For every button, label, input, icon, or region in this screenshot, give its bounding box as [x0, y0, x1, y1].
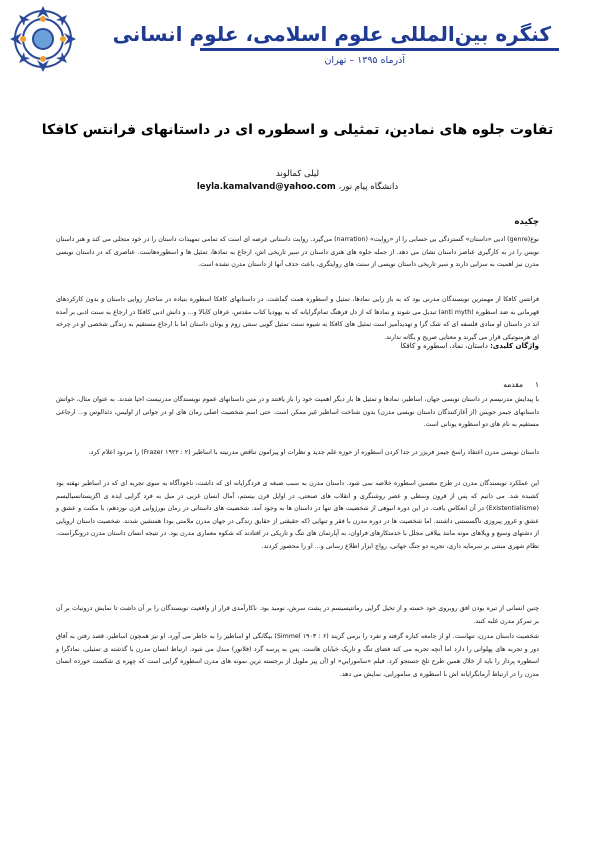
- conference-title: کنگره بین‌المللی علوم اسلامی، علوم انسانی: [112, 22, 551, 46]
- paper-title: تفاوت جلوه های نمادین، تمثیلی و اسطوره ای در داستانهای فرانتس کافکا: [41, 122, 554, 138]
- abstract-paragraph: نوع(genre) ادبی «داستان» گستردگی بی حسابی را از «روایت» (narration) می‌گیرد. روایت داستانی عرصه ای است که تمامی تمهیدات داستان را در خود متجلی می کند و هنر داستان نویس را در به کارگیری عناصر داستان نشان می دهد. از جمله جلوه های هنری داستان در سیر تاریخی اش، ارجاع به نمادها، تمثیل ها و اسطوره‌هاست. عناصری که در داستان نویسی مدرن نیز اهمیت به سزایی دارند و سیر تاریخی داستان نویسی از سنت های روایتگری، باعث حذف آنها از داستان مدرن نشده است.: [56, 236, 540, 269]
- intro-paragraph: شخصیت داستان مدرن، تنهاست. او از جامعه کناره گرفته و تفرد را برمی گزیند (Simmel ۱۹۰۳ : ۶) بیگانگی او اساطیر را به خاطر می آورد. او نیز همچون اساطیر، قصد رفتن به آفاق دور و تجربه های پهلوانی را دارد اما آنچه تجربه می کند فضای تنگ و تاریک خیابان هاست. پس به پرسه گرد (فلانور) مبدل می شود. ارتباط انسان مدرن با گذشته ی تمثیلی، نمادگرا و اسطوره پرداز را باید از خلال همین طرح تلخ جستجو کرد. فیلم «ساموراییِ» او (آن پیر ملویل از برجسته ترین نمونه های مدرن اسطوره گرایی است که چهره ی شکست خورده انسان مدرن را در ارتباط آرمانگرایانه اش با اسطوره ی سامورایی، نمایش می دهد.: [56, 633, 539, 678]
- intro-paragraph: این عملکرد نویسندگان مدرن در طرح مضمین اسطوره خلاصه نمی شود. داستان مدرن به سبب صبغه ی فردگرایانه ای که داشت، ناخودآگاه به سوی تجربه ای که در اساطیر نهفته بود کشیده شد. می دانیم که پس از قرون وسطی و عصر روشنگری و انقلاب های صنعتی، در اوایل قرن بیستم، آمال انسان غربی در میل به فرد گرایی ایده ی اگزیستانسیالیسم (Existentialisme) در آن انعکاس یافت. در این دوره انبوهی از شخصیت های تنها در داستان ها به وجود آمد. شخصیت های داستانی در رمان بورژوایی قرن نوزدهم، با مکنت و عشق و عشق و غرور پیروزی ناگسستنی داشتند. اما شخصیت ها در دوره مدرن با فقر و تنهایی (که حقیقتی از حقایق زندگی در جهان مدرن ملامتی بود) همنشین شدند. شخصیت داستان اروپایی از دشتهای وسیع و ویلاهای مونه مانند ییلاقی مجلل با خدمتکارهای فراوان، به آپارتمان های تنگ و تاریکی در افتادند که شکوه معماری مدرن بود. در نتیجه انسان داستان مدرن درونگراست. نظام شهری مبتنی بر سرمایه داری، تجربه دو جنگ جهانی، رواج ابزار اطلاع رسانی و... او را محصور کردند.: [56, 480, 539, 550]
- conference-logo: [8, 4, 78, 74]
- keywords-value: داستان، نماد، اسطوره و کافکا: [400, 342, 488, 350]
- author-affiliation: [0, 182, 595, 192]
- conference-header: [0, 0, 595, 80]
- header-divider: [200, 48, 559, 51]
- abstract-paragraph: فرانتس کافکا از مهمترین نویسندگان مدرنی بود که به باز زایی نمادها، تمثیل و اسطوره همت گماشت. در داستانهای کافکا اسطوره‌ بنیاده در ساختار روایی داستان و بدون کارکردهای قهرمانی به ضد اسطوره (anti myth) تبدیل می شوند و نمادها که از دل فرهنگ تمام‌گرایانه که به یهودیا کتاب مقدس، عرفان کابالا و... و دانش ادبی کافکا در ارجاع به سنت ادبی بر آمده اند در داستان او منادی فلسفه ای که شک گرا و تهدید‌آمیز است تمثیل های کافکا به شیوه سنت تمثیل گویی سنتی روم و یونان داستان اما با ارجاع مستقیم به زندگی شخصی او در چرخه ای هرمنوتیکی قرار می گیرند و معنایی صریح و یگانه ندارند.: [56, 296, 540, 341]
- keywords: [56, 342, 539, 350]
- author-email: leyla.kamalvand@yahoo.com: [196, 182, 336, 192]
- author-name: لیلی کمالوند: [275, 169, 320, 179]
- keywords-label: واژگان کلیدی:: [490, 342, 539, 350]
- section-number: ۱: [534, 380, 539, 389]
- section-title: مقدمه: [503, 380, 524, 389]
- affiliation-text: دانشگاه پیام نور،: [338, 182, 399, 192]
- introduction-heading: [503, 380, 539, 389]
- intro-paragraph: داستان نویسی مدرن اعتقاد راسخ جیمز فریزر در جدا کردن اسطوره از حوزه علم جدید و نظرات او پیرامون تناقض مدرنیته با اساطیر (Frazer ۱۹۲۲ : ۲) را مردود اعلام کرد.: [88, 449, 539, 456]
- intro-paragraph: با پیدایش مدرنیسم در داستان نویسی جهان، اساطیر، نمادها و تمثیل ها بار دیگر اهمیت خود را باز یافتند و در متن داستانهای عموم نویسندگان مدرنیست احیا شدند. به عنوان مثال، خوانش داستانهای جیمز جویس (از آغازکنندگان داستان نویسی مدرن) بدون شناخت اساطیر غیر ممکن است. حتی اسم شخصیت اصلی رمان های او در جوانی از اولیس، دئدالوس و... ارجاعی مستقیم به نام های دو اسطوره یونانی است.: [56, 396, 539, 429]
- conference-date: آذرماه ۱۳۹۵ – تهران: [324, 55, 405, 66]
- abstract-heading: چکیده: [514, 217, 539, 227]
- intro-paragraph: چنین انسانی از تیره بودن افق روبروی خود خسته و از تخیل گرایی رمانتیسیسم در پشت سرش، نومید بود. ناکارآمدی قرار از واقعیت نویسندگان را بر آن داشت تا نمایش درونیات بر آن بر تمرکز مدرن غلبه کنند.: [56, 605, 539, 625]
